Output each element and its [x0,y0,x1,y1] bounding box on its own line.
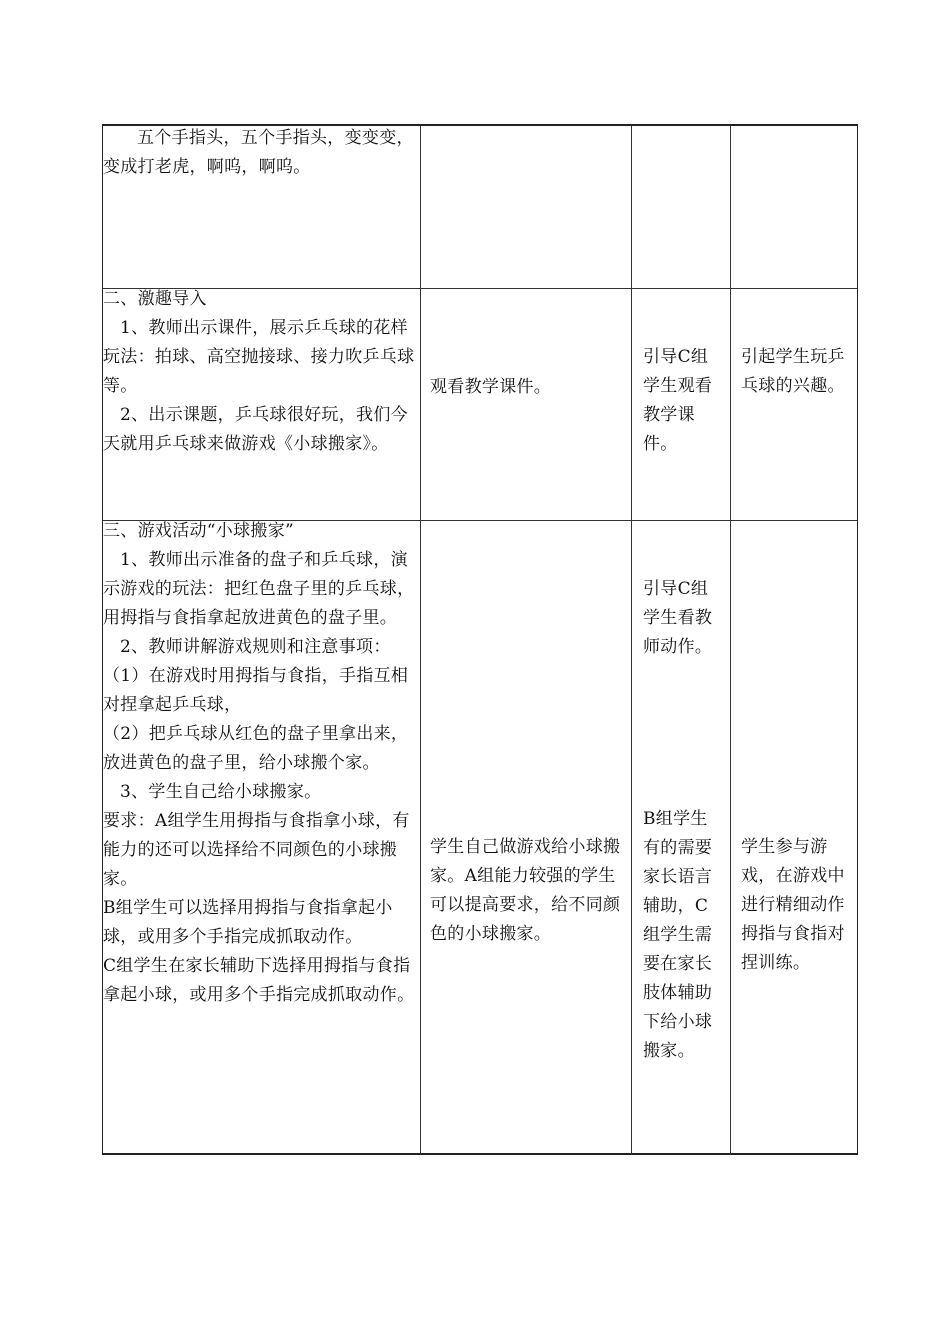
student-activity-text: 学生自己做游戏给小球搬家。A组能力较强的学生可以提高要求，给不同颜色的小球搬家。 [430,837,621,944]
activity-cell [103,285,416,459]
table-row [103,289,857,521]
paragraph: 1、教师出示课件，展示乒乓球的花样玩法：拍球、高空抛接球、接力吹乒乓球等。 [103,318,415,396]
student-activity-cell [430,373,625,402]
support-text: B组学生有的需要家长语言辅助，C组学生需要在家长肢体辅助下给小球搬家。 [643,809,713,1061]
lesson-plan-table [102,124,858,1155]
paragraph: 3、学生自己给小球搬家。 [120,782,322,802]
paragraph: B组学生可以选择用拇指与食指拿起小球，或用多个手指完成抓取动作。 [103,898,393,947]
activity-cell [103,517,416,1010]
paragraph: 2、教师讲解游戏规则和注意事项： [120,637,391,657]
support-text: 引导C组学生看教师动作。 [643,579,713,657]
student-activity-text: 观看教学课件。 [430,377,552,397]
support-cell [643,805,723,1066]
support-text: 引导C组学生观看教学课件。 [643,347,713,454]
purpose-text: 引起学生玩乒乓球的兴趣。 [741,347,845,396]
section-heading: 三、游戏活动“小球搬家” [103,521,294,541]
paragraph: （1）在游戏时用拇指与食指，手指互相对捏拿起乒乓球， [103,666,409,715]
support-cell [643,575,723,662]
paragraph: 1、教师出示准备的盘子和乒乓球，演示游戏的玩法：把红色盘子里的乒乓球，用拇指与食指拿起放进黄色的盘子里。 [103,550,415,628]
table-row [103,126,857,289]
paragraph: （2）把乒乓球从红色的盘子里拿出来，放进黄色的盘子里，给小球搬个家。 [103,724,409,773]
paragraph: 要求：A组学生用拇指与食指拿小球，有能力的还可以选择给不同颜色的小球搬家。 [103,811,410,889]
student-activity-cell [430,833,625,949]
table-row [103,521,857,1155]
activity-cell [103,124,416,182]
section-heading: 二、激趣导入 [103,289,207,309]
paragraph: 2、出示课题，乒乓球很好玩，我们今天就用乒乓球来做游戏《小球搬家》。 [103,405,408,454]
support-cell [643,343,723,459]
purpose-cell [741,343,853,401]
purpose-cell [741,833,853,978]
purpose-text: 学生参与游戏，在游戏中进行精细动作拇指与食指对捏训练。 [741,837,845,973]
chant-text: 五个手指头，五个手指头，变变变，变成打老虎，啊呜，啊呜。 [103,128,414,177]
paragraph: C组学生在家长辅助下选择用拇指与食指拿起小球，或用多个手指完成抓取动作。 [103,956,415,1005]
